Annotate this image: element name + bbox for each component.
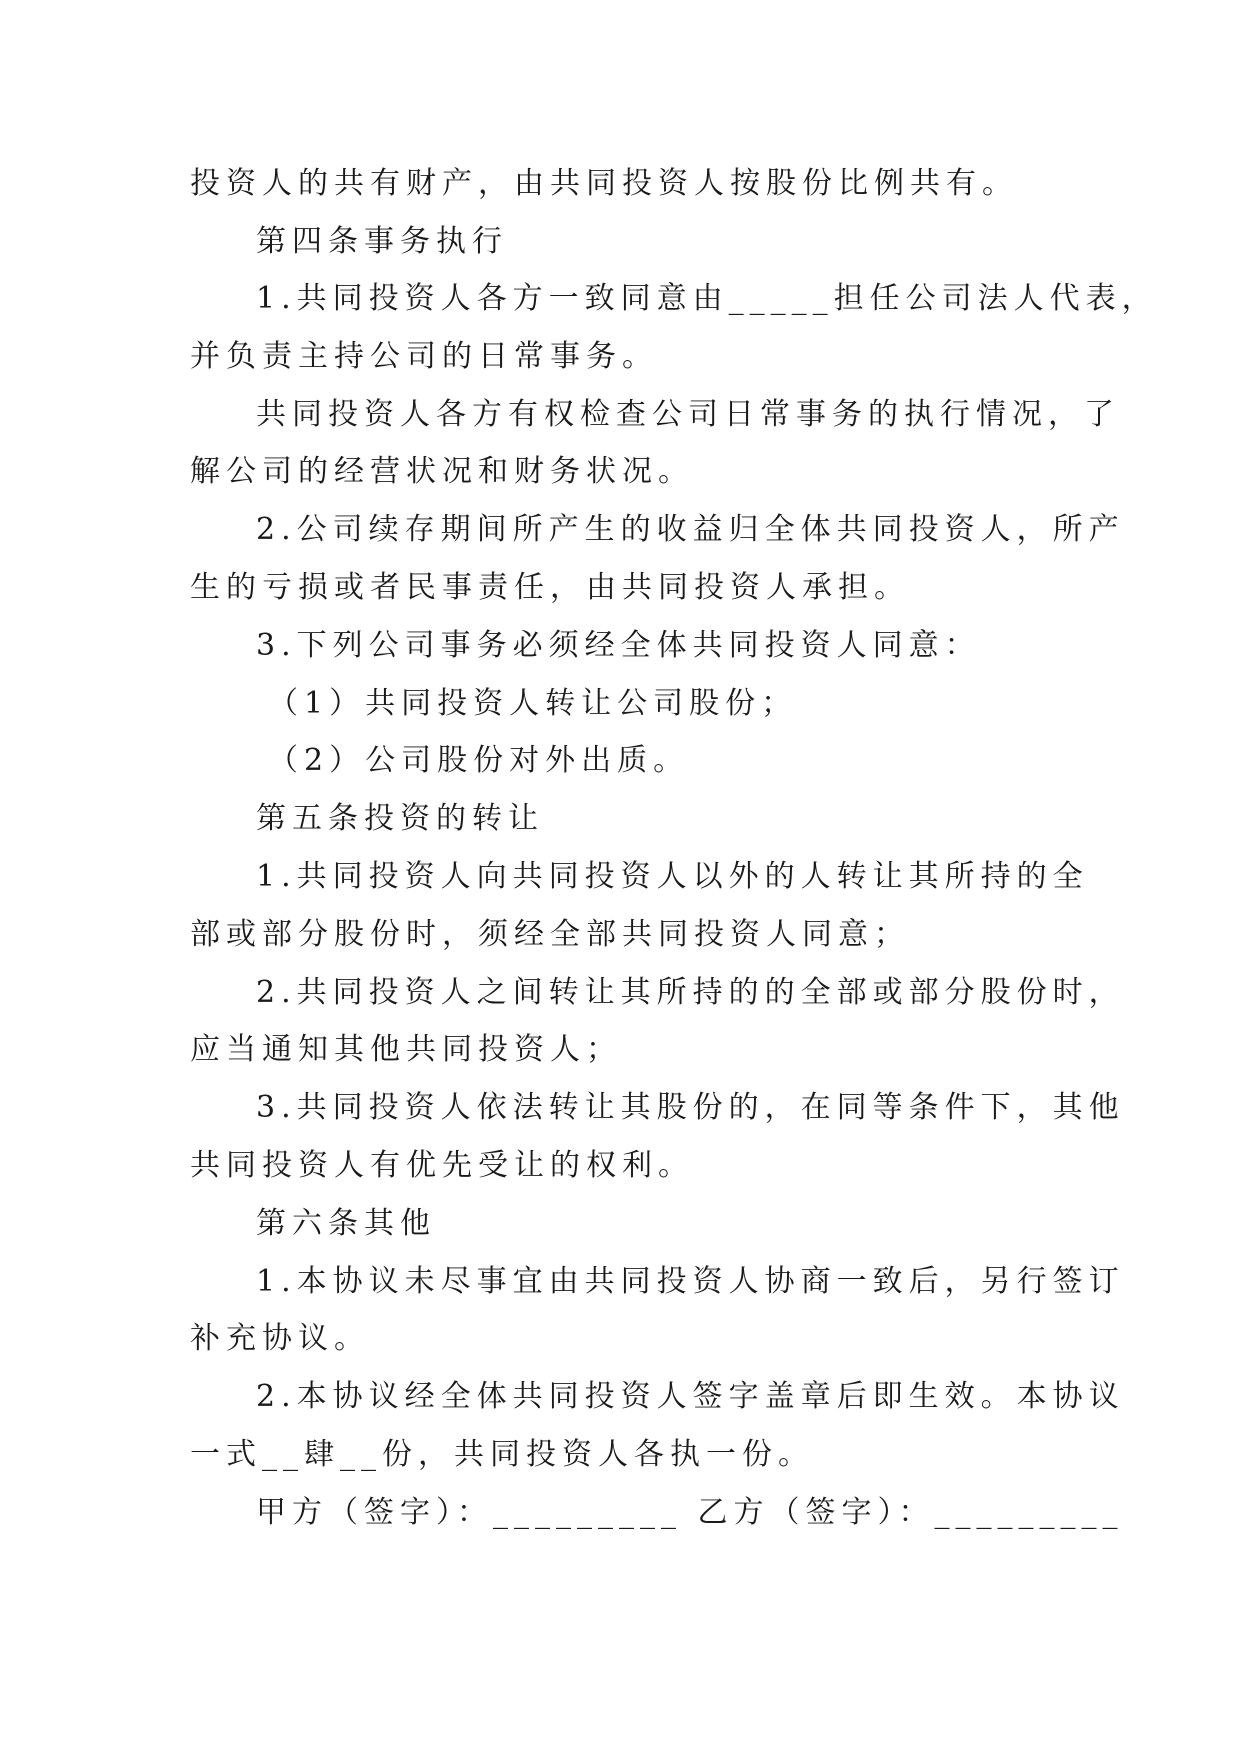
paragraph-line: 应当通知其他共同投资人； [190, 1032, 622, 1067]
paragraph-line: 1.共同投资人向共同投资人以外的人转让其所持的全 [256, 859, 1089, 894]
paragraph-line: 3.共同投资人依法转让其股份的，在同等条件下，其他 [256, 1090, 1125, 1125]
paragraph-line: 1.共同投资人各方一致同意由_____担任公司法人代表， [256, 281, 1158, 316]
signature-line: 甲方（签字）：_________ 乙方（签字）：_________ [256, 1495, 1124, 1530]
paragraph-line: 2.公司续存期间所产生的收益归全体共同投资人，所产 [256, 512, 1125, 547]
paragraph-line: 2.共同投资人之间转让其所持的的全部或部分股份时， [256, 975, 1125, 1010]
section-heading: 第六条其他 [256, 1206, 436, 1241]
paragraph-line: 一式__肆__份，共同投资人各执一份。 [190, 1437, 814, 1472]
list-item: （2）公司股份对外出质。 [268, 743, 690, 778]
list-item: （1）共同投资人转让公司股份； [268, 686, 798, 721]
paragraph-line: 补充协议。 [190, 1321, 370, 1356]
paragraph-line: 并负责主持公司的日常事务。 [190, 339, 658, 374]
paragraph-line: 解公司的经营状况和财务状况。 [190, 454, 694, 489]
paragraph-line: 生的亏损或者民事责任，由共同投资人承担。 [190, 570, 910, 605]
paragraph-line: 2.本协议经全体共同投资人签字盖章后即生效。本协议 [256, 1379, 1125, 1414]
paragraph-line: 共同投资人各方有权检查公司日常事务的执行情况，了 [256, 397, 1120, 432]
section-heading: 第四条事务执行 [256, 224, 508, 259]
paragraph-line: 部或部分股份时，须经全部共同投资人同意； [190, 917, 910, 952]
paragraph-line: 3.下列公司事务必须经全体共同投资人同意： [256, 628, 981, 663]
section-heading: 第五条投资的转让 [256, 801, 544, 836]
paragraph-line: 1.本协议未尽事宜由共同投资人协商一致后，另行签订 [256, 1264, 1125, 1299]
paragraph-line: 投资人的共有财产，由共同投资人按股份比例共有。 [190, 166, 1018, 201]
paragraph-line: 共同投资人有优先受让的权利。 [190, 1148, 694, 1183]
